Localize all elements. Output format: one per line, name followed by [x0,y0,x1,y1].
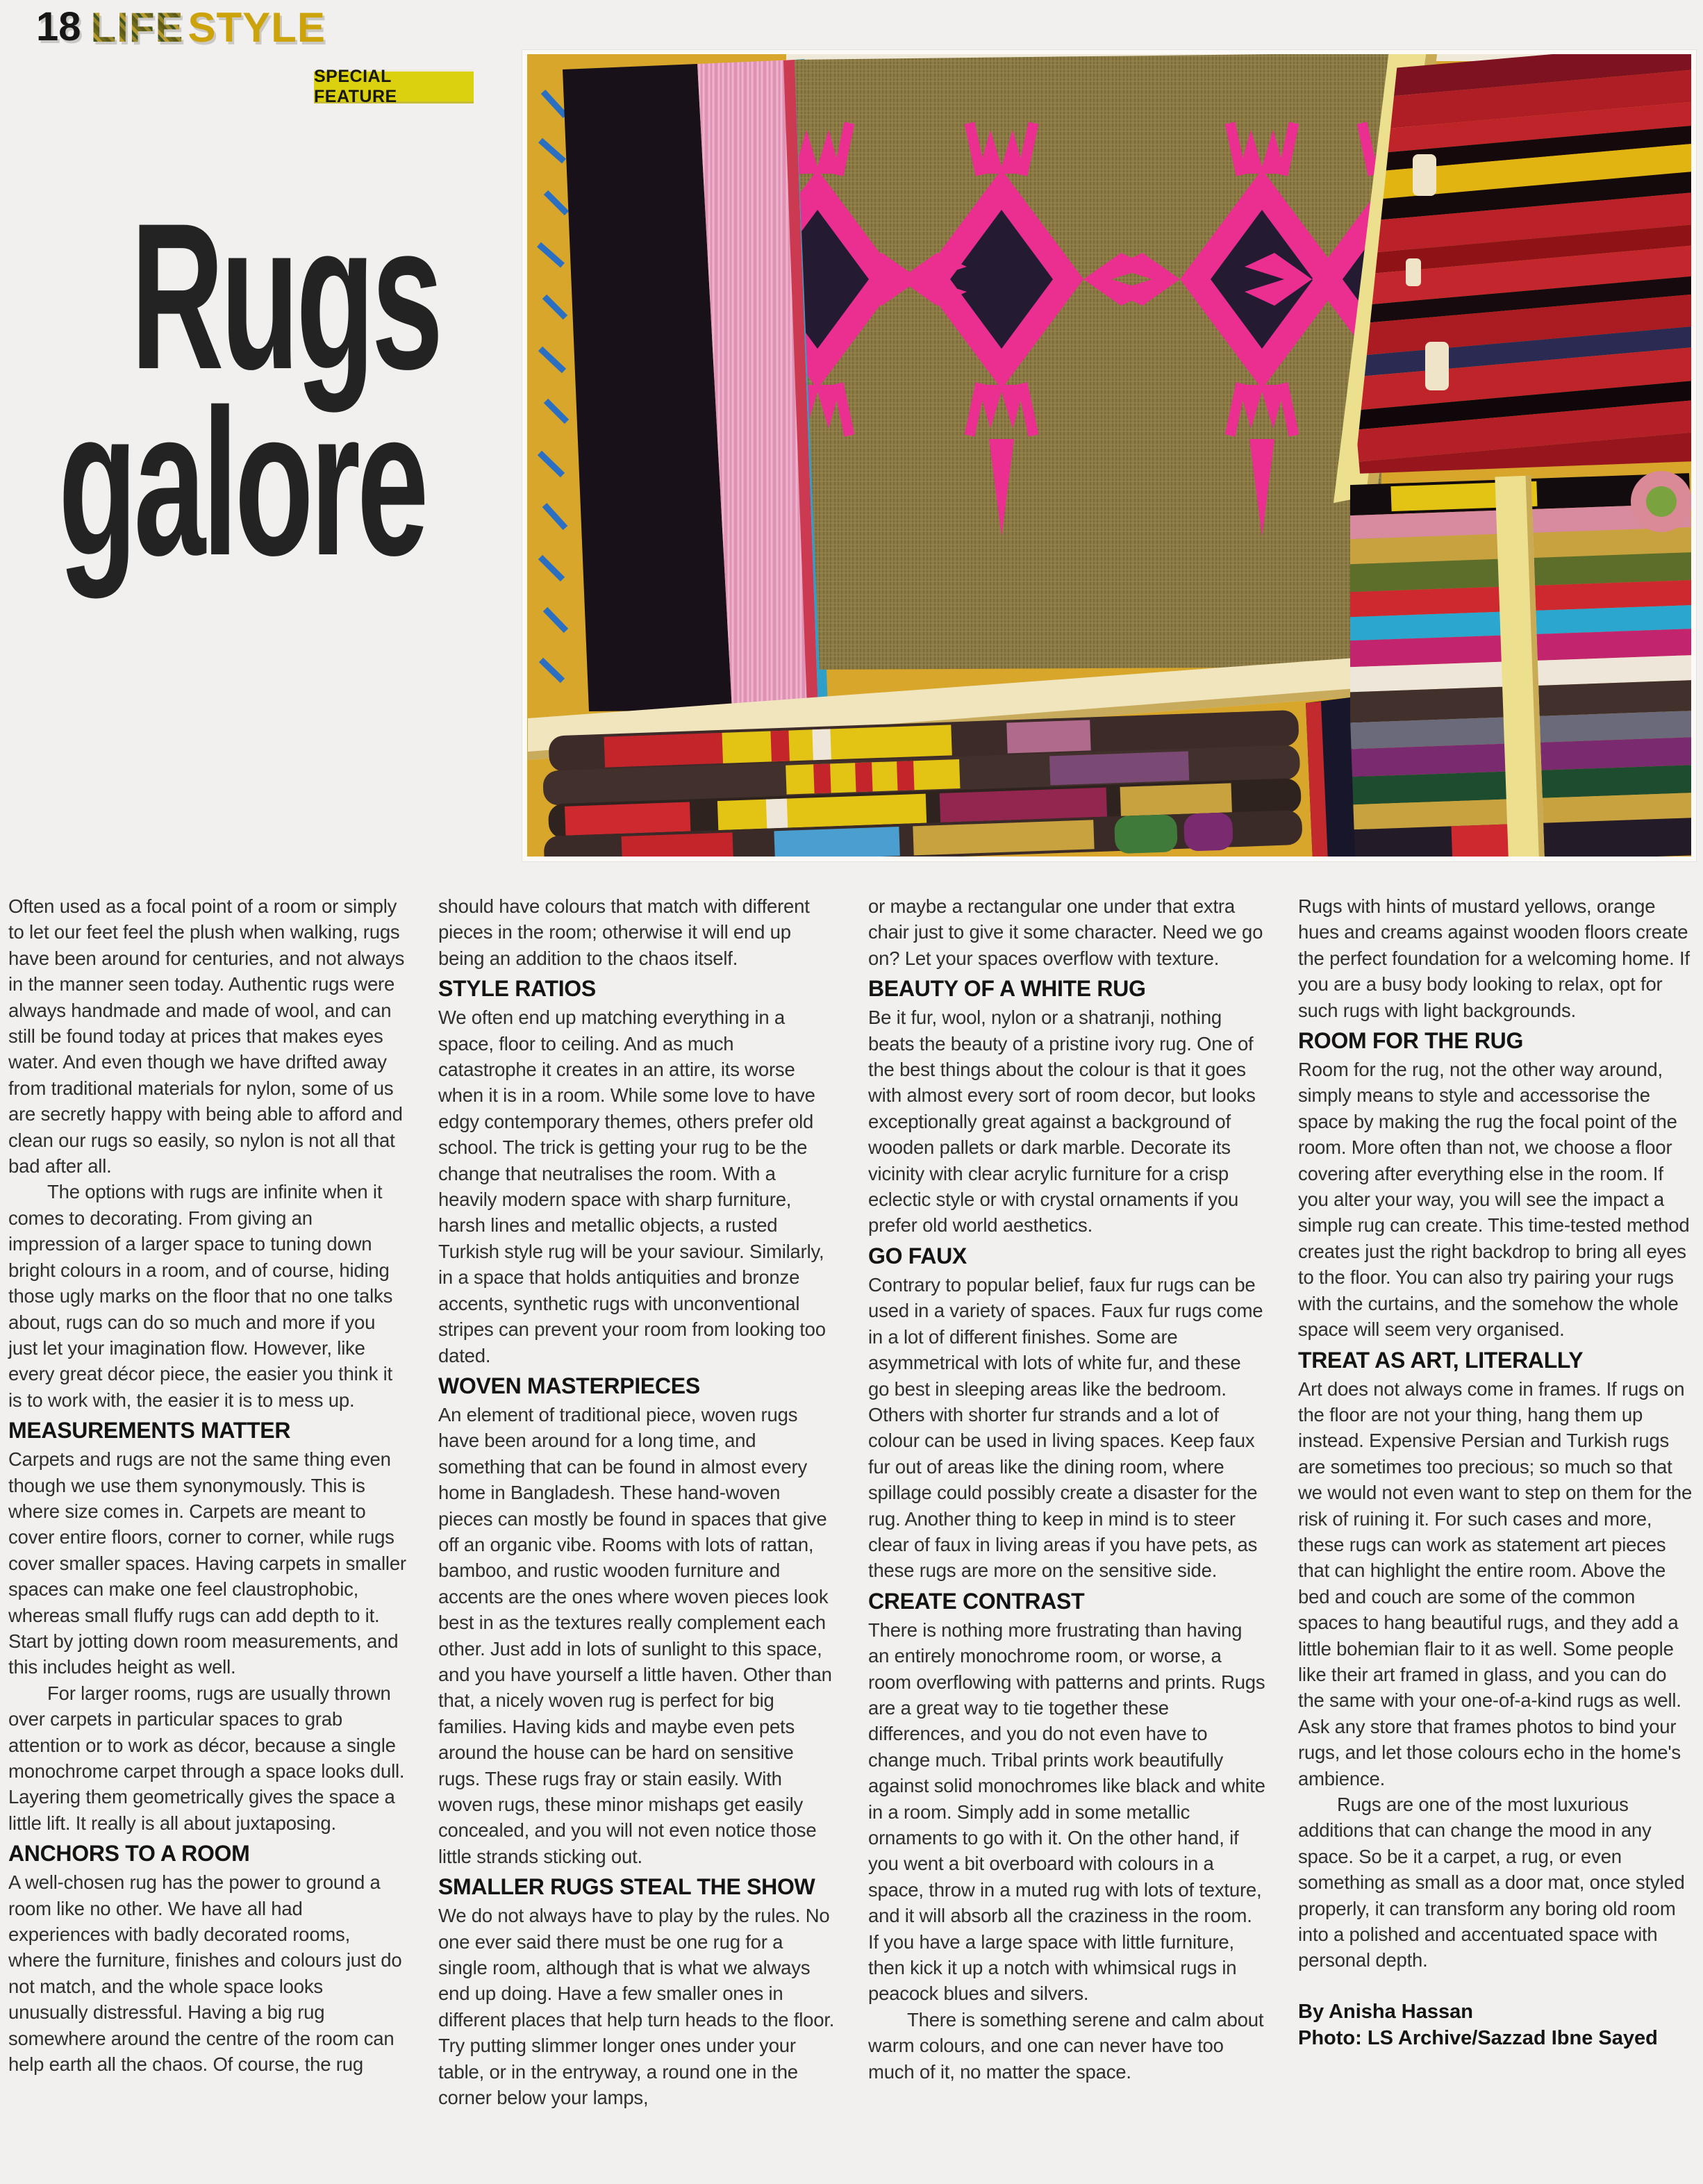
byline: By Anisha Hassan [1298,2000,1473,2023]
article-paragraph: Contrary to popular belief, faux fur rugs can be used in a variety of spaces. Faux fur rugs come in a lot of different finishes. Some are asymmetrical with lots of white fur, and these go best in sleeping areas like the bedroom. Others with shorter fur strands and a lot of colour can be used in living spaces. Keep faux fur out of areas like the dining room, where spillage could possibly create a disaster for the rug. Another thing to keep in mind is to steer clear of faux in living areas if you have pets, as these rugs are more on the sensitive side. [868,1273,1263,1582]
section-heading: CREATE CONTRAST [868,1588,1085,1614]
section-heading: ROOM FOR THE RUG [1298,1028,1524,1054]
article-paragraph: Often used as a focal point of a room or simply to let our feet feel the plush when walking, rugs have been around for centuries, and not always in the manner seen today. Authentic rugs were always handmade and made of wool, and can still be found today at prices that makes eyes water. And even though we have drifted away from traditional materials for nylon, some of us are secretly happy with being able to afford and clean our rugs so easily, so nylon is not all that bad after all. [8,895,405,1177]
article-paragraph: Rugs with hints of mustard yellows, orange hues and creams against wooden floors create the perfect foundation for a welcoming home. If you are a busy body looking to relax, opt for such rugs with light backgrounds. [1298,895,1690,1021]
article-paragraph: For larger rooms, rugs are usually thrown over carpets in particular spaces to grab attention or to work as décor, because a single monochrome carpet through a space looks dull. Layering them geometrically gives the space a little lift. It really is all about juxtaposing. [8,1682,405,1834]
lifestyle-logo [90,4,326,51]
article-paragraph: There is something serene and calm about warm colours, and one can never have too much of it, no matter the space. [868,2008,1264,2083]
article-paragraph: Carpets and rugs are not the same thing even though we use them synonymously. This is where size comes in. Carpets are meant to cover entire floors, corner to corner, while rugs cover smaller spaces. Having carpets in smaller spaces can make one feel claustrophobic, whereas small fluffy rugs can add depth to it. Start by jotting down room measurements, and this includes height as well. [8,1448,406,1678]
article-paragraph: A well-chosen rug has the power to ground a room like no other. We have all had experiences with badly decorated rooms, where the furniture, finishes and colours just do not match, and the whole space looks unusually distressful. Having a big rug somewhere around the centre of the room can help earth all the chaos. Of course, the rug [8,1871,402,2076]
special-feature-badge: SPECIAL FEATURE [314,69,474,104]
section-heading: MEASUREMENTS MATTER [8,1418,291,1443]
headline-line2: galore [58,365,426,599]
section-heading: SMALLER RUGS STEAL THE SHOW [438,1874,815,1900]
article-paragraph: An element of traditional piece, woven rugs have been around for a long time, and something that can be found in almost every home in Bangladesh. These hand-woven pieces can mostly be found in spaces that give off an organic vibe. Rooms with lots of rattan, bamboo, and rustic wooden furniture and accents are the ones where woven pieces look best in as the textures really complement each other. Just add in lots of sunlight to this space, and you have yourself a little haven. Other than that, a nicely woven rug is perfect for big families. Having kids and maybe even pets around the house can be hard on sensitive rugs. These rugs fray or stain easily. With woven rugs, these minor mishaps get easily concealed, and you will not even notice those little strands sticking out. [438,1403,832,1867]
folded-rug-stack-right [1342,465,1696,861]
article-paragraph: or maybe a rectangular one under that extra chair just to give it some character. Need we go on? Let your spaces overflow with texture. [868,895,1263,969]
article-paragraph: Be it fur, wool, nylon or a shatranji, nothing beats the beauty of a pristine ivory rug. One of the best things about the colour is that it goes with almost every sort of room decor, but looks exceptionally great against a background of wooden pallets or dark marble. Decorate its vicinity with clear acrylic furniture for a crisp eclectic style or with crystal ornaments if you prefer old world aesthetics. [868,1007,1256,1236]
masthead [36,4,326,51]
headline-line1: Rugs [131,179,440,413]
section-heading: WOVEN MASTERPIECES [438,1373,700,1398]
article-body [8,893,1696,2110]
rug-shelf-illustration [522,50,1696,861]
article-paragraph: Room for the rug, not the other way around, simply means to style and accessorise the space by making the rug the focal point of the room. More often than not, we choose a floor covering after everything else in the room. If you alter your way, you will see the impact a simple rug can create. This time-tested method creates just the right backdrop to bring all eyes to the floor. You can also try pairing your rugs with the curtains, and the somehow the whole space will seem very organised. [1298,1059,1690,1341]
article-paragraph: Rugs are one of the most luxurious additions that can change the mood in any space. So be it a carpet, a rug, or even something as small as a door mat, once styled properly, it can transform any boring old room into a polished and accentuated space with personal depth. [1298,1794,1685,1971]
article-column-3 [868,893,1266,2110]
rug-shelf-photo [522,50,1696,861]
section-heading: GO FAUX [868,1243,967,1268]
article-column-2 [438,893,836,2110]
spacer [1298,1974,1696,1999]
article-paragraph: There is nothing more frustrating than having an entirely monochrome room, or worse, a room overflowing with patterns and prints. Rugs are a great way to tie together these differences, and you do not even have to change much. Tribal prints work beautifully against solid monochromes like black and white in a room. Simply add in some metallic ornaments to go with it. On the other hand, if you went a bit overboard with colours in a space, throw in a muted rug with lots of texture, and it will absorb all the craziness in the room. If you have a large space with little furniture, then kick it up a notch with whimsical rugs in peacock blues and silvers. [868,1619,1265,2005]
byline: Photo: LS Archive/Sazzad Ibne Sayed [1298,2026,1658,2049]
logo-style: STYLE [188,4,326,51]
folded-rug-stack-left [540,710,1302,861]
article-column-1 [8,893,406,2110]
section-heading: BEAUTY OF A WHITE RUG [868,976,1146,1002]
page-number: 18 [36,4,81,49]
article-paragraph: We often end up matching everything in a space, floor to ceiling. And as much catastrophe it creates in an attire, its worse when it is in a room. While some love to have edgy contemporary themes, others prefer old school. The trick is getting your rug to be the change that neutralises the room. With a heavily modern space with sharp furniture, harsh lines and metallic objects, a rusted Turkish style rug will be your saviour. Similarly, in a space that holds antiquities and bronze accents, synthetic rugs with unconventional stripes can prevent your room from looking too dated. [438,1007,826,1366]
logo-life: LIFE [90,4,184,51]
article-paragraph: should have colours that match with different pieces in the room; otherwise it will end up being an addition to the chaos itself. [438,895,810,969]
section-heading: ANCHORS TO A ROOM [8,1841,250,1867]
section-heading: STYLE RATIOS [438,976,596,1002]
article-paragraph: We do not always have to play by the rules. No one ever said there must be one rug for a single room, although that is what we always end up doing. Have a few smaller ones in different places that help turn heads to the floor. Try putting slimmer longer ones under your table, or in the entryway, a round one in the corner below your lamps, [438,1905,835,2109]
headline [58,179,440,599]
article-column-4 [1298,893,1696,2110]
section-heading: TREAT AS ART, LITERALLY [1298,1347,1584,1373]
article-paragraph: Art does not always come in frames. If rugs on the floor are not your thing, hang them up instead. Expensive Persian and Turkish rugs are sometimes too precious; so much so that we would not even want to step on them for the risk of ruining it. For such cases and more, these rugs can work as statement art pieces that can highlight the entire room. Above the bed and couch are some of the common spaces to hang beautiful rugs, and they add a little bohemian flair to it as well. Some people like their art framed in glass, and you can do the same with your one-of-a-kind rugs as well. Ask any store that frames photos to bind your rugs, and let those colours echo in the home's ambience. [1298,1378,1693,1789]
article-paragraph: The options with rugs are infinite when it comes to decorating. From giving an impression of a larger space to tuning down bright colours in a room, and of course, hiding those ugly marks on the floor that no one talks about, rugs can do so much and more if you just let your imagination flow. However, like every great décor piece, the easier you think it is to work with, the easier it is to mess up. [8,1181,393,1411]
